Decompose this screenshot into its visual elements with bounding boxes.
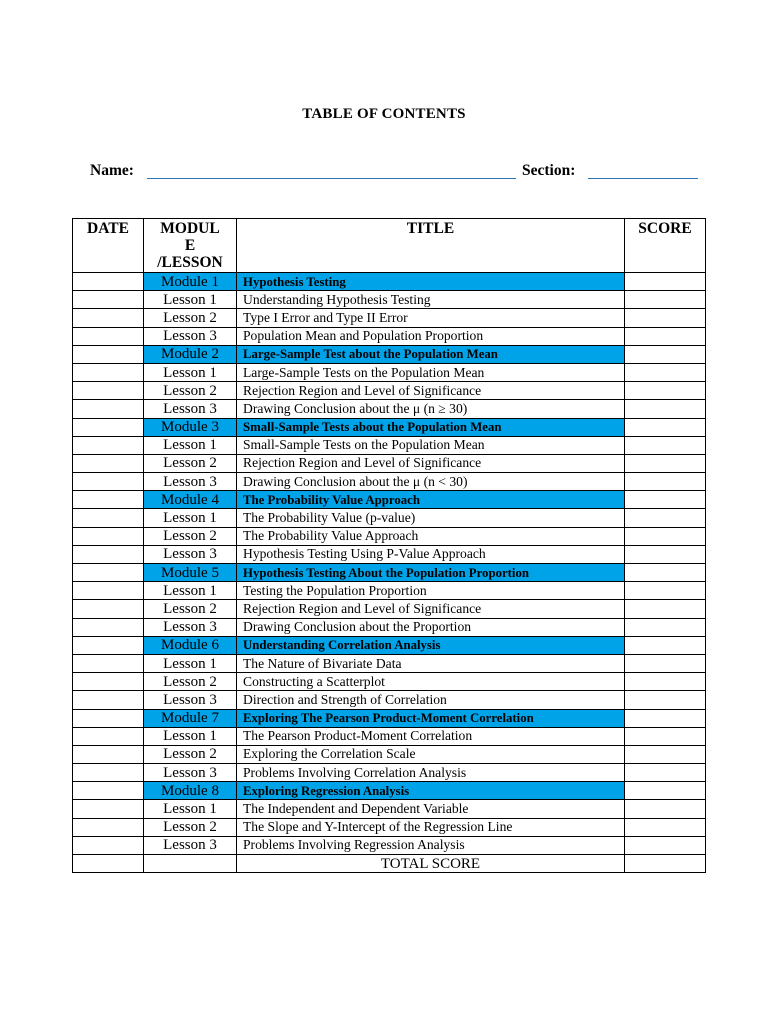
score-cell[interactable] xyxy=(625,327,706,345)
date-cell[interactable] xyxy=(73,491,144,509)
module-title: Small-Sample Tests about the Population Mean xyxy=(237,418,625,436)
module-row xyxy=(73,418,706,436)
score-cell[interactable] xyxy=(625,545,706,563)
lesson-label: Lesson 1 xyxy=(144,363,237,381)
lesson-title: The Nature of Bivariate Data xyxy=(237,654,625,672)
score-cell[interactable] xyxy=(625,764,706,782)
score-cell[interactable] xyxy=(625,363,706,381)
score-cell[interactable] xyxy=(625,382,706,400)
lesson-title: Rejection Region and Level of Significance xyxy=(237,454,625,472)
lesson-title: Drawing Conclusion about the μ (n ≥ 30) xyxy=(237,400,625,418)
score-cell[interactable] xyxy=(625,691,706,709)
score-cell[interactable] xyxy=(625,491,706,509)
table-body xyxy=(73,273,706,873)
table-header-row xyxy=(73,219,706,273)
date-cell[interactable] xyxy=(73,691,144,709)
date-cell[interactable] xyxy=(73,745,144,763)
lesson-title: The Probability Value (p-value) xyxy=(237,509,625,527)
lesson-title: Exploring the Correlation Scale xyxy=(237,745,625,763)
lesson-label: Lesson 3 xyxy=(144,764,237,782)
lesson-row xyxy=(73,363,706,381)
lesson-label: Lesson 2 xyxy=(144,745,237,763)
date-cell[interactable] xyxy=(73,273,144,291)
score-cell[interactable] xyxy=(625,709,706,727)
date-cell[interactable] xyxy=(73,382,144,400)
module-label: Module 4 xyxy=(144,491,237,509)
module-title: Exploring The Pearson Product-Moment Correlation xyxy=(237,709,625,727)
score-cell[interactable] xyxy=(625,654,706,672)
lesson-row xyxy=(73,582,706,600)
lesson-label: Lesson 1 xyxy=(144,727,237,745)
date-cell[interactable] xyxy=(73,673,144,691)
lesson-row xyxy=(73,509,706,527)
lesson-title: Constructing a Scatterplot xyxy=(237,673,625,691)
lesson-title: Small-Sample Tests on the Population Mean xyxy=(237,436,625,454)
module-row xyxy=(73,273,706,291)
date-cell[interactable] xyxy=(73,818,144,836)
lesson-row xyxy=(73,727,706,745)
score-cell[interactable] xyxy=(625,782,706,800)
score-cell[interactable] xyxy=(625,673,706,691)
lesson-title: Population Mean and Population Proportion xyxy=(237,327,625,345)
module-row xyxy=(73,782,706,800)
lesson-label: Lesson 1 xyxy=(144,436,237,454)
lesson-label: Lesson 3 xyxy=(144,618,237,636)
contents-table xyxy=(72,218,706,873)
module-title: The Probability Value Approach xyxy=(237,491,625,509)
module-title: Large-Sample Test about the Population Mean xyxy=(237,345,625,363)
date-cell[interactable] xyxy=(73,836,144,854)
date-cell[interactable] xyxy=(73,400,144,418)
score-cell[interactable] xyxy=(625,473,706,491)
lesson-row xyxy=(73,836,706,854)
header-module-lesson-text: MODUL E /LESSON xyxy=(157,220,223,271)
score-cell[interactable] xyxy=(625,582,706,600)
lesson-row xyxy=(73,654,706,672)
module-row xyxy=(73,636,706,654)
score-cell[interactable] xyxy=(625,345,706,363)
lesson-title: Drawing Conclusion about the Proportion xyxy=(237,618,625,636)
lesson-label: Lesson 3 xyxy=(144,545,237,563)
lesson-row xyxy=(73,436,706,454)
lesson-row xyxy=(73,527,706,545)
lesson-title: Rejection Region and Level of Significance xyxy=(237,382,625,400)
lesson-label: Lesson 1 xyxy=(144,800,237,818)
lesson-title: Drawing Conclusion about the μ (n < 30) xyxy=(237,473,625,491)
lesson-row xyxy=(73,818,706,836)
lesson-row xyxy=(73,473,706,491)
header-title: TITLE xyxy=(237,219,625,273)
score-cell[interactable] xyxy=(625,745,706,763)
score-cell[interactable] xyxy=(625,273,706,291)
date-cell[interactable] xyxy=(73,600,144,618)
module-row xyxy=(73,491,706,509)
module-title: Exploring Regression Analysis xyxy=(237,782,625,800)
lesson-label: Lesson 3 xyxy=(144,400,237,418)
module-label: Module 2 xyxy=(144,345,237,363)
module-label: Module 1 xyxy=(144,273,237,291)
lesson-label: Lesson 2 xyxy=(144,309,237,327)
lesson-label: Lesson 1 xyxy=(144,582,237,600)
module-label: Module 3 xyxy=(144,418,237,436)
section-field[interactable] xyxy=(588,178,698,179)
lesson-label: Lesson 2 xyxy=(144,818,237,836)
score-cell[interactable] xyxy=(625,727,706,745)
module-label: Module 6 xyxy=(144,636,237,654)
date-cell[interactable] xyxy=(73,327,144,345)
date-cell[interactable] xyxy=(73,782,144,800)
date-cell[interactable] xyxy=(73,418,144,436)
date-cell[interactable] xyxy=(73,509,144,527)
module-cell-empty xyxy=(144,855,237,873)
date-cell[interactable] xyxy=(73,527,144,545)
lesson-label: Lesson 1 xyxy=(144,509,237,527)
date-cell[interactable] xyxy=(73,654,144,672)
score-cell[interactable] xyxy=(625,836,706,854)
lesson-title: Testing the Population Proportion xyxy=(237,582,625,600)
date-cell[interactable] xyxy=(73,618,144,636)
module-title: Hypothesis Testing About the Population Proportion xyxy=(237,564,625,582)
lesson-label: Lesson 1 xyxy=(144,654,237,672)
score-cell[interactable] xyxy=(625,309,706,327)
lesson-label: Lesson 2 xyxy=(144,673,237,691)
total-score-cell[interactable] xyxy=(625,855,706,873)
date-cell[interactable] xyxy=(73,436,144,454)
lesson-title: Direction and Strength of Correlation xyxy=(237,691,625,709)
lesson-row xyxy=(73,382,706,400)
date-cell[interactable] xyxy=(73,800,144,818)
date-cell[interactable] xyxy=(73,454,144,472)
lesson-row xyxy=(73,618,706,636)
date-cell[interactable] xyxy=(73,291,144,309)
date-cell[interactable] xyxy=(73,636,144,654)
lesson-title: Type I Error and Type II Error xyxy=(237,309,625,327)
name-label: Name: xyxy=(90,162,134,179)
lesson-row xyxy=(73,673,706,691)
score-cell[interactable] xyxy=(625,818,706,836)
section-label: Section: xyxy=(522,162,576,179)
date-cell[interactable] xyxy=(73,363,144,381)
date-cell[interactable] xyxy=(73,764,144,782)
score-cell[interactable] xyxy=(625,454,706,472)
name-field[interactable] xyxy=(147,178,516,179)
date-cell[interactable] xyxy=(73,582,144,600)
total-score-label: TOTAL SCORE xyxy=(237,855,625,873)
module-row xyxy=(73,345,706,363)
lesson-title: Understanding Hypothesis Testing xyxy=(237,291,625,309)
score-cell[interactable] xyxy=(625,636,706,654)
date-cell[interactable] xyxy=(73,709,144,727)
name-section-row xyxy=(90,160,700,182)
date-cell xyxy=(73,855,144,873)
date-cell[interactable] xyxy=(73,564,144,582)
score-cell[interactable] xyxy=(625,418,706,436)
module-row xyxy=(73,564,706,582)
header-score: SCORE xyxy=(625,219,706,273)
score-cell[interactable] xyxy=(625,436,706,454)
lesson-label: Lesson 3 xyxy=(144,327,237,345)
score-cell[interactable] xyxy=(625,618,706,636)
lesson-row xyxy=(73,691,706,709)
lesson-title: The Pearson Product-Moment Correlation xyxy=(237,727,625,745)
lesson-title: The Slope and Y-Intercept of the Regression Line xyxy=(237,818,625,836)
lesson-row xyxy=(73,600,706,618)
lesson-row xyxy=(73,745,706,763)
lesson-title: Problems Involving Correlation Analysis xyxy=(237,764,625,782)
score-cell[interactable] xyxy=(625,509,706,527)
lesson-label: Lesson 2 xyxy=(144,454,237,472)
lesson-row xyxy=(73,291,706,309)
total-row xyxy=(73,855,706,873)
date-cell[interactable] xyxy=(73,727,144,745)
lesson-row xyxy=(73,400,706,418)
lesson-title: Rejection Region and Level of Significance xyxy=(237,600,625,618)
lesson-label: Lesson 1 xyxy=(144,291,237,309)
lesson-title: Problems Involving Regression Analysis xyxy=(237,836,625,854)
lesson-label: Lesson 2 xyxy=(144,382,237,400)
lesson-row xyxy=(73,327,706,345)
date-cell[interactable] xyxy=(73,309,144,327)
score-cell[interactable] xyxy=(625,600,706,618)
lesson-title: Hypothesis Testing Using P-Value Approach xyxy=(237,545,625,563)
module-title: Hypothesis Testing xyxy=(237,273,625,291)
module-label: Module 8 xyxy=(144,782,237,800)
date-cell[interactable] xyxy=(73,473,144,491)
lesson-title: The Independent and Dependent Variable xyxy=(237,800,625,818)
page-title: TABLE OF CONTENTS xyxy=(302,106,466,122)
module-title: Understanding Correlation Analysis xyxy=(237,636,625,654)
score-cell[interactable] xyxy=(625,564,706,582)
header-module-lesson xyxy=(144,219,237,273)
lesson-row xyxy=(73,764,706,782)
score-cell[interactable] xyxy=(625,527,706,545)
lesson-label: Lesson 3 xyxy=(144,473,237,491)
lesson-title: The Probability Value Approach xyxy=(237,527,625,545)
score-cell[interactable] xyxy=(625,291,706,309)
score-cell[interactable] xyxy=(625,400,706,418)
lesson-row xyxy=(73,545,706,563)
module-row xyxy=(73,709,706,727)
lesson-label: Lesson 3 xyxy=(144,691,237,709)
module-label: Module 5 xyxy=(144,564,237,582)
lesson-label: Lesson 2 xyxy=(144,600,237,618)
lesson-row xyxy=(73,800,706,818)
lesson-label: Lesson 3 xyxy=(144,836,237,854)
lesson-title: Large-Sample Tests on the Population Mean xyxy=(237,363,625,381)
module-label: Module 7 xyxy=(144,709,237,727)
header-date: DATE xyxy=(73,219,144,273)
score-cell[interactable] xyxy=(625,800,706,818)
lesson-row xyxy=(73,454,706,472)
date-cell[interactable] xyxy=(73,545,144,563)
date-cell[interactable] xyxy=(73,345,144,363)
lesson-label: Lesson 2 xyxy=(144,527,237,545)
lesson-row xyxy=(73,309,706,327)
